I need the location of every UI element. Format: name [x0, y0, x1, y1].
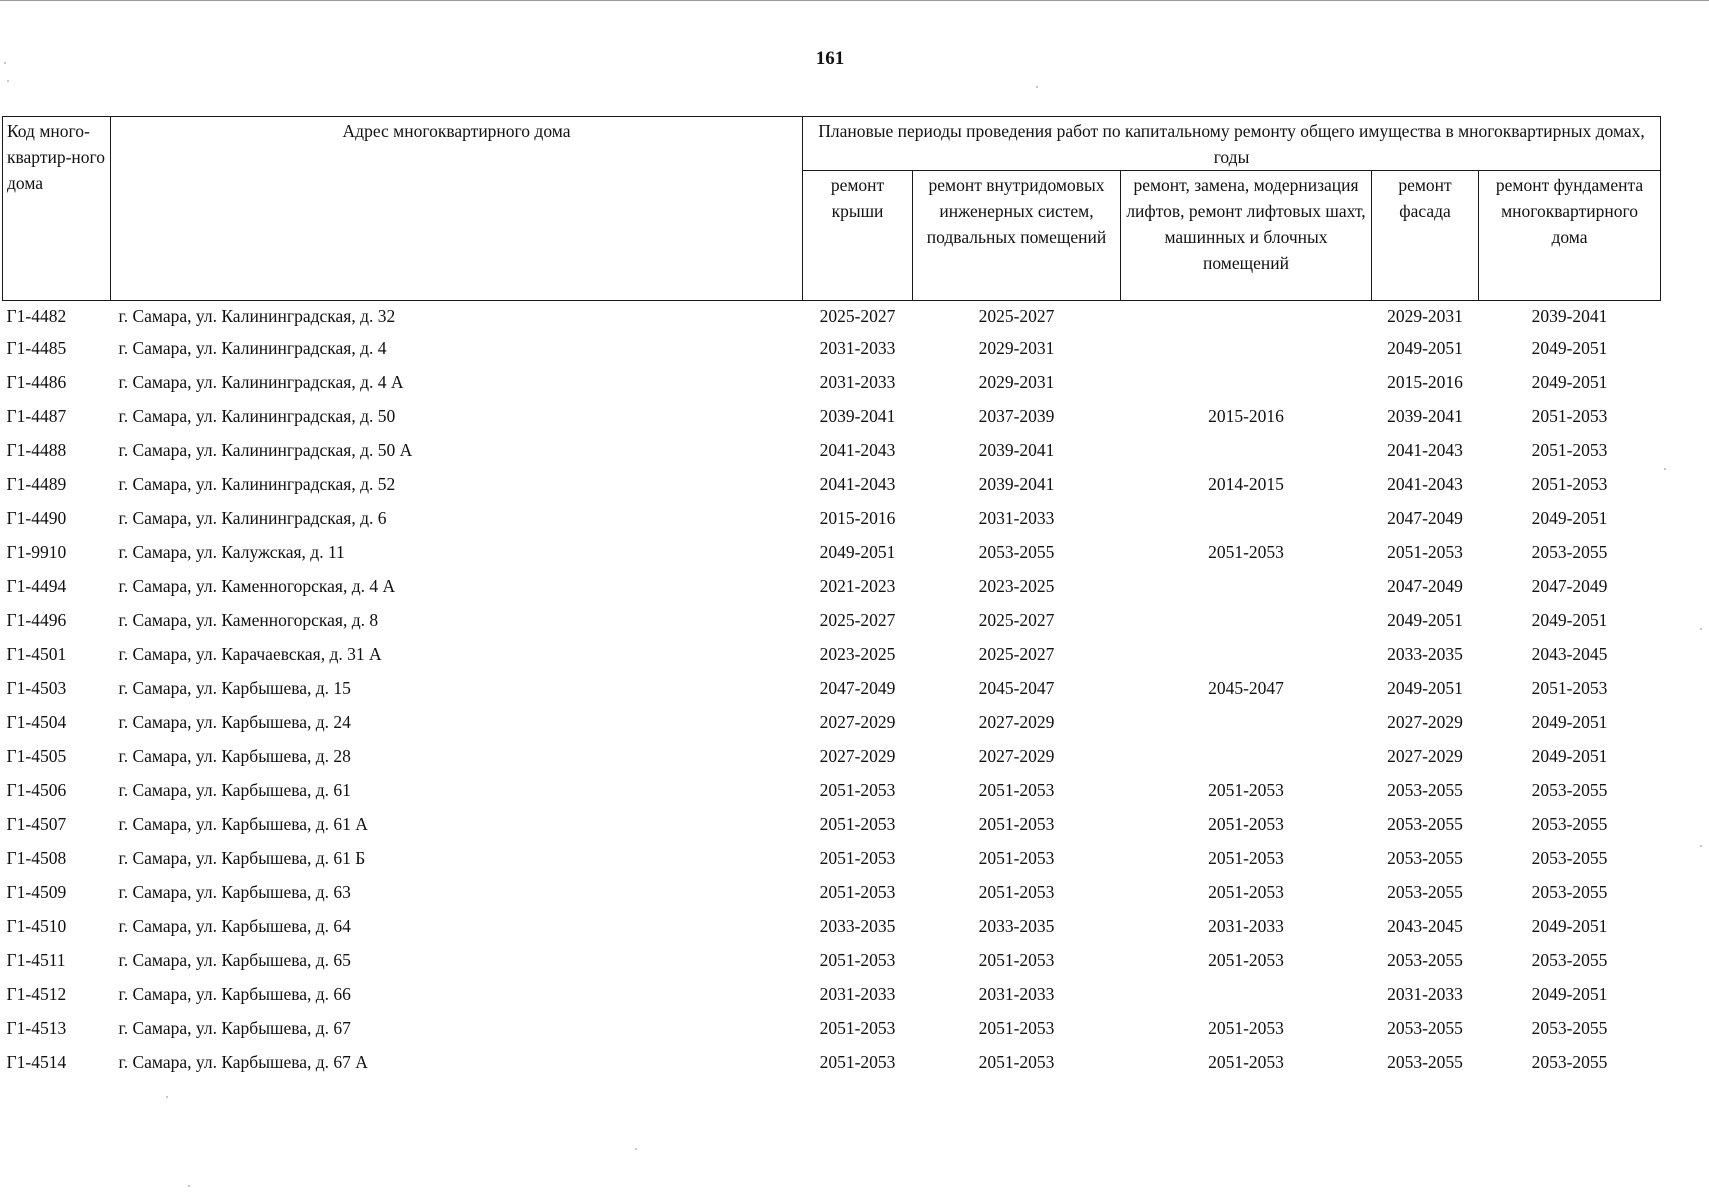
cell-roof: 2041-2043: [819, 474, 896, 494]
cell-foundation: 2049-2051: [1531, 746, 1608, 766]
cell-elevators: [1121, 331, 1372, 365]
cell-code: Г1-4485: [6, 338, 67, 358]
cell-code: Г1-4505: [6, 746, 67, 766]
cell-foundation: 2053-2055: [1531, 950, 1608, 970]
cell-elevators: [1121, 977, 1372, 1011]
cell-roof: 2041-2043: [819, 440, 896, 460]
table-row: [3, 637, 1661, 671]
cell-foundation: 2049-2051: [1531, 372, 1608, 392]
cell-facade: 2049-2051: [1387, 678, 1463, 698]
cell-foundation: 2051-2053: [1531, 474, 1608, 494]
cell-roof: 2015-2016: [819, 508, 896, 528]
table-body: [3, 301, 1661, 1080]
cell-facade: 2043-2045: [1387, 916, 1463, 936]
cell-elevators: 2051-2053: [1208, 780, 1284, 800]
cell-facade: 2053-2055: [1387, 814, 1463, 834]
scan-speck: [188, 1185, 190, 1187]
cell-code: Г1-4488: [6, 440, 67, 460]
cell-address: г. Самара, ул. Карбышева, д. 66: [118, 984, 351, 1004]
table-row: [3, 739, 1661, 773]
header-address: Адрес многоквартирного дома: [111, 117, 803, 301]
cell-facade: 2041-2043: [1387, 474, 1463, 494]
cell-engineering: 2051-2053: [978, 882, 1055, 902]
cell-code: Г1-4496: [6, 610, 67, 630]
table-row: [3, 399, 1661, 433]
cell-roof: 2027-2029: [819, 746, 896, 766]
cell-foundation: 2049-2051: [1531, 984, 1608, 1004]
table-row: [3, 1011, 1661, 1045]
table-row: [3, 773, 1661, 807]
cell-roof: 2051-2053: [819, 814, 896, 834]
cell-foundation: 2053-2055: [1531, 882, 1608, 902]
cell-engineering: 2033-2035: [978, 916, 1055, 936]
cell-facade: 2027-2029: [1387, 746, 1463, 766]
cell-engineering: 2051-2053: [978, 1018, 1055, 1038]
cell-code: Г1-4494: [6, 576, 67, 596]
cell-foundation: 2049-2051: [1531, 338, 1608, 358]
cell-facade: 2027-2029: [1387, 712, 1463, 732]
cell-address: г. Самара, ул. Калининградская, д. 32: [118, 306, 396, 326]
cell-foundation: 2049-2051: [1531, 508, 1608, 528]
cell-engineering: 2053-2055: [978, 542, 1055, 562]
cell-engineering: 2023-2025: [978, 576, 1055, 596]
cell-engineering: 2039-2041: [978, 474, 1055, 494]
scan-speck: [1700, 845, 1702, 847]
cell-code: Г1-4508: [6, 848, 67, 868]
cell-elevators: 2051-2053: [1208, 1052, 1284, 1072]
cell-elevators: 2051-2053: [1208, 950, 1284, 970]
cell-facade: 2029-2031: [1387, 306, 1463, 326]
header-engineering: ремонт внутридомовых инженерных систем, подвальных помещений: [913, 171, 1121, 301]
cell-facade: 2053-2055: [1387, 950, 1463, 970]
cell-code: Г1-4503: [6, 678, 67, 698]
cell-address: г. Самара, ул. Карбышева, д. 28: [118, 746, 351, 766]
cell-address: г. Самара, ул. Калининградская, д. 6: [118, 508, 387, 528]
cell-roof: 2051-2053: [819, 950, 896, 970]
cell-facade: 2053-2055: [1387, 882, 1463, 902]
cell-roof: 2051-2053: [819, 780, 896, 800]
cell-address: г. Самара, ул. Каменногорская, д. 4 А: [118, 576, 396, 596]
cell-foundation: 2053-2055: [1531, 1052, 1608, 1072]
cell-engineering: 2025-2027: [978, 644, 1055, 664]
cell-roof: 2039-2041: [819, 406, 896, 426]
cell-elevators: [1121, 433, 1372, 467]
cell-foundation: 2049-2051: [1531, 610, 1608, 630]
cell-code: Г1-4506: [6, 780, 67, 800]
cell-address: г. Самара, ул. Карбышева, д. 67: [118, 1018, 351, 1038]
cell-roof: 2023-2025: [819, 644, 896, 664]
cell-elevators: 2051-2053: [1208, 814, 1284, 834]
cell-code: Г1-4513: [6, 1018, 67, 1038]
cell-facade: 2049-2051: [1387, 610, 1463, 630]
cell-facade: 2053-2055: [1387, 1052, 1463, 1072]
table-row: [3, 433, 1661, 467]
table-row: [3, 603, 1661, 637]
cell-engineering: 2031-2033: [978, 984, 1055, 1004]
cell-elevators: [1121, 569, 1372, 603]
scan-speck: [4, 62, 6, 64]
header-elevators: ремонт, замена, модернизация лифтов, ремонт лифтовых шахт, машинных и блочных помещений: [1121, 171, 1372, 301]
cell-elevators: 2051-2053: [1208, 848, 1284, 868]
cell-address: г. Самара, ул. Калужская, д. 11: [118, 542, 345, 562]
cell-address: г. Самара, ул. Карбышева, д. 61: [118, 780, 351, 800]
cell-engineering: 2037-2039: [978, 406, 1055, 426]
table-row: [3, 705, 1661, 739]
cell-elevators: 2051-2053: [1208, 1018, 1284, 1038]
capital-repair-schedule-table: [2, 116, 1661, 1079]
cell-code: Г1-4489: [6, 474, 67, 494]
scan-speck: [1664, 468, 1666, 470]
cell-code: Г1-4510: [6, 916, 67, 936]
header-roof: ремонт крыши: [803, 171, 913, 301]
table-row: [3, 1045, 1661, 1079]
cell-elevators: 2031-2033: [1208, 916, 1284, 936]
cell-foundation: 2051-2053: [1531, 678, 1608, 698]
cell-code: Г1-4509: [6, 882, 67, 902]
scan-speck: [166, 1096, 168, 1098]
cell-code: Г1-4511: [6, 950, 66, 970]
cell-engineering: 2051-2053: [978, 814, 1055, 834]
cell-engineering: 2051-2053: [978, 950, 1055, 970]
cell-engineering: 2027-2029: [978, 746, 1055, 766]
header-facade: ремонт фасада: [1372, 171, 1479, 301]
cell-address: г. Самара, ул. Карбышева, д. 64: [118, 916, 351, 936]
cell-facade: 2033-2035: [1387, 644, 1463, 664]
cell-facade: 2031-2033: [1387, 984, 1463, 1004]
cell-foundation: 2043-2045: [1531, 644, 1608, 664]
cell-foundation: 2039-2041: [1531, 306, 1608, 326]
cell-roof: 2033-2035: [819, 916, 896, 936]
cell-address: г. Самара, ул. Карбышева, д. 63: [118, 882, 351, 902]
cell-address: г. Самара, ул. Карбышева, д. 65: [118, 950, 351, 970]
cell-engineering: 2025-2027: [978, 610, 1055, 630]
cell-code: Г1-4507: [6, 814, 67, 834]
cell-elevators: [1121, 705, 1372, 739]
table-row: [3, 943, 1661, 977]
cell-code: Г1-4512: [6, 984, 67, 1004]
cell-roof: 2031-2033: [819, 338, 896, 358]
cell-foundation: 2053-2055: [1531, 1018, 1608, 1038]
table-row: [3, 841, 1661, 875]
cell-elevators: [1121, 501, 1372, 535]
table-row: [3, 569, 1661, 603]
scan-speck: [7, 80, 9, 82]
cell-code: Г1-4487: [6, 406, 67, 426]
table-row: [3, 467, 1661, 501]
cell-code: Г1-4501: [6, 644, 67, 664]
cell-engineering: 2045-2047: [978, 678, 1055, 698]
cell-engineering: 2051-2053: [978, 1052, 1055, 1072]
cell-foundation: 2051-2053: [1531, 440, 1608, 460]
cell-roof: 2047-2049: [819, 678, 896, 698]
table-row: [3, 977, 1661, 1011]
cell-roof: 2051-2053: [819, 1052, 896, 1072]
table-header: [3, 117, 1661, 301]
cell-elevators: 2051-2053: [1208, 882, 1284, 902]
cell-code: Г1-4482: [6, 306, 67, 326]
cell-roof: 2031-2033: [819, 372, 896, 392]
header-periods-group: Плановые периоды проведения работ по капитальному ремонту общего имущества в многоквартирных домах, годы: [803, 117, 1661, 171]
cell-engineering: 2031-2033: [978, 508, 1055, 528]
table-row: [3, 501, 1661, 535]
top-border-rule: [0, 0, 1709, 1]
page-number: 161: [815, 48, 845, 69]
header-code: Код много-квартир-ного дома: [3, 117, 111, 301]
cell-address: г. Самара, ул. Карачаевская, д. 31 А: [118, 644, 382, 664]
cell-foundation: 2053-2055: [1531, 814, 1608, 834]
scan-speck: [1036, 86, 1038, 88]
cell-facade: 2053-2055: [1387, 780, 1463, 800]
cell-elevators: [1121, 603, 1372, 637]
cell-roof: 2051-2053: [819, 848, 896, 868]
cell-roof: 2021-2023: [819, 576, 896, 596]
table-row: [3, 807, 1661, 841]
table-row: [3, 365, 1661, 399]
cell-roof: 2025-2027: [819, 306, 896, 326]
cell-address: г. Самара, ул. Карбышева, д. 24: [118, 712, 351, 732]
cell-address: г. Самара, ул. Калининградская, д. 4 А: [118, 372, 404, 392]
cell-address: г. Самара, ул. Карбышева, д. 61 А: [118, 814, 368, 834]
cell-foundation: 2053-2055: [1531, 848, 1608, 868]
cell-elevators: 2045-2047: [1208, 678, 1284, 698]
cell-engineering: 2029-2031: [978, 372, 1055, 392]
cell-facade: 2051-2053: [1387, 542, 1463, 562]
cell-facade: 2041-2043: [1387, 440, 1463, 460]
cell-facade: 2047-2049: [1387, 576, 1463, 596]
cell-elevators: [1121, 637, 1372, 671]
cell-code: Г1-4486: [6, 372, 67, 392]
table-row: [3, 331, 1661, 365]
cell-code: Г1-4514: [6, 1052, 67, 1072]
cell-address: г. Самара, ул. Карбышева, д. 15: [118, 678, 351, 698]
cell-foundation: 2051-2053: [1531, 406, 1608, 426]
table-row: [3, 909, 1661, 943]
cell-roof: 2025-2027: [819, 610, 896, 630]
cell-address: г. Самара, ул. Калининградская, д. 50: [118, 406, 396, 426]
cell-elevators: [1121, 365, 1372, 399]
header-foundation: ремонт фундамента многоквартирного дома: [1479, 171, 1661, 301]
cell-engineering: 2051-2053: [978, 780, 1055, 800]
cell-elevators: [1121, 739, 1372, 773]
cell-roof: 2049-2051: [819, 542, 896, 562]
cell-engineering: 2029-2031: [978, 338, 1055, 358]
cell-address: г. Самара, ул. Калининградская, д. 50 А: [118, 440, 413, 460]
cell-code: Г1-4490: [6, 508, 67, 528]
cell-roof: 2031-2033: [819, 984, 896, 1004]
cell-foundation: 2053-2055: [1531, 542, 1608, 562]
cell-engineering: 2039-2041: [978, 440, 1055, 460]
cell-facade: 2015-2016: [1387, 372, 1463, 392]
cell-code: Г1-9910: [6, 542, 67, 562]
cell-foundation: 2049-2051: [1531, 712, 1608, 732]
cell-address: г. Самара, ул. Каменногорская, д. 8: [118, 610, 379, 630]
cell-elevators: [1121, 301, 1372, 332]
cell-facade: 2053-2055: [1387, 1018, 1463, 1038]
table-row: [3, 301, 1661, 332]
cell-foundation: 2049-2051: [1531, 916, 1608, 936]
table-row: [3, 535, 1661, 569]
cell-elevators: 2015-2016: [1208, 406, 1284, 426]
cell-facade: 2053-2055: [1387, 848, 1463, 868]
cell-roof: 2051-2053: [819, 1018, 896, 1038]
cell-engineering: 2027-2029: [978, 712, 1055, 732]
cell-address: г. Самара, ул. Калининградская, д. 4: [118, 338, 387, 358]
cell-engineering: 2051-2053: [978, 848, 1055, 868]
scan-speck: [1700, 628, 1702, 630]
cell-address: г. Самара, ул. Калининградская, д. 52: [118, 474, 396, 494]
cell-elevators: 2014-2015: [1208, 474, 1284, 494]
table-row: [3, 671, 1661, 705]
cell-roof: 2027-2029: [819, 712, 896, 732]
cell-roof: 2051-2053: [819, 882, 896, 902]
cell-elevators: 2051-2053: [1208, 542, 1284, 562]
cell-facade: 2039-2041: [1387, 406, 1463, 426]
cell-facade: 2049-2051: [1387, 338, 1463, 358]
cell-foundation: 2047-2049: [1531, 576, 1608, 596]
cell-facade: 2047-2049: [1387, 508, 1463, 528]
cell-code: Г1-4504: [6, 712, 67, 732]
cell-engineering: 2025-2027: [978, 306, 1055, 326]
cell-address: г. Самара, ул. Карбышева, д. 61 Б: [118, 848, 366, 868]
cell-address: г. Самара, ул. Карбышева, д. 67 А: [118, 1052, 368, 1072]
scan-speck: [635, 1148, 637, 1150]
cell-foundation: 2053-2055: [1531, 780, 1608, 800]
table-row: [3, 875, 1661, 909]
